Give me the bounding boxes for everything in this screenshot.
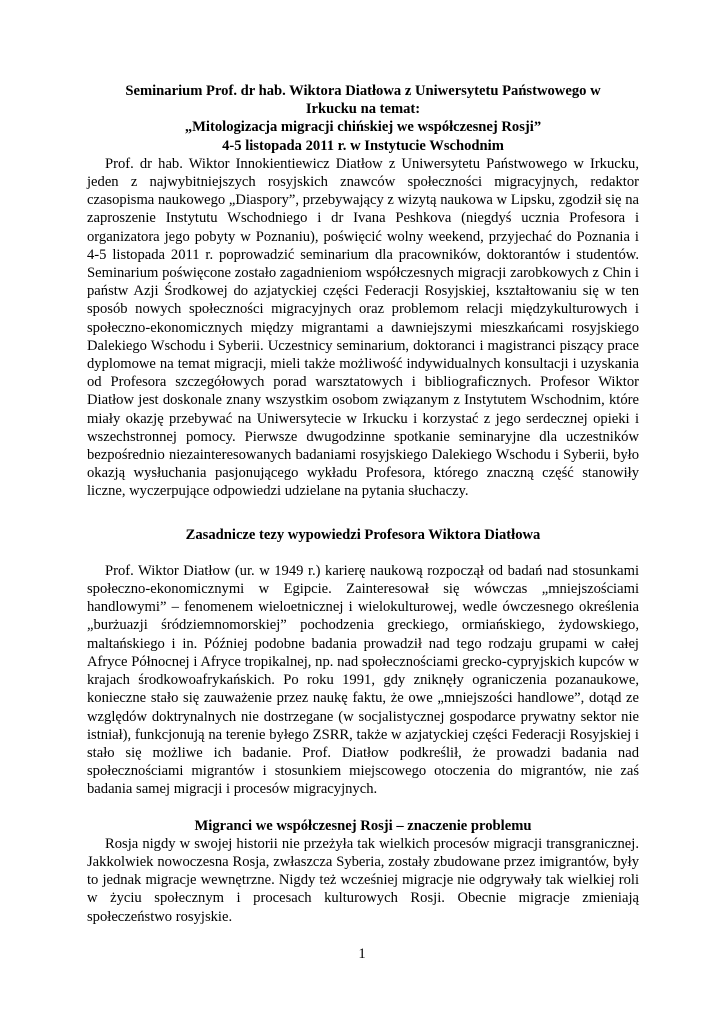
migrants-paragraph: Rosja nigdy w swojej historii nie przeżyła tak wielkich procesów migracji transgranicznej. Jakkolwiek nowoczesna Rosja, zwłaszcza Syberia, zostały zbudowane przez imigrantów, były to jednak migracje wewnętrzne. Nigdy też wcześniej migracje nie odgrywały tak wielkiej roli w życiu społecznym i procesach kulturowych Rosji. Obecnie migracje zmieniają społeczeństwo rosyjskie. [87, 835, 639, 925]
title-line-4: 4-5 listopada 2011 r. w Instytucie Wschodnim [222, 137, 504, 154]
title-line-2: Irkucku na temat: [305, 101, 421, 118]
page-number: 1 [358, 946, 366, 962]
section-heading-migrants: Migranci we współczesnej Rosji – znaczenie problemu [194, 817, 532, 834]
document-title [87, 82, 639, 155]
title-line-1: Seminarium Prof. dr hab. Wiktora Diatłowa z Uniwersytetu Państwowego w [125, 83, 601, 99]
title-line-3: „Mitologizacja migracji chińskiej we współczesnej Rosji” [184, 119, 542, 136]
theses-paragraph: Prof. Wiktor Diatłow (ur. w 1949 r.) karierę naukową rozpoczął od badań nad stosunkami społeczno-ekonomicznymi w Egipcie. Zainteresował się wówczas „mniejszościami handlowymi” – fenomenem wieloetnicznej i wielokulturowej, wedle ówczesnego określenia „burżuazji śródziemnomorskiej” pochodzenia greckiego, ormiańskiego, żydowskiego, maltańskiego i in. Później podobne badania prowadził nad tego rodzaju grupami w całej Afryce Północnej i Afryce tropikalnej, np. nad społecznościami grecko-cypryjskich kupców w krajach środkowoafrykańskich. Po roku 1991, gdy zniknęły ograniczenia pozanaukowe, konieczne stało się zauważenie przez naukę faktu, że owe „mniejszości handlowe”, dotąd ze względów doktrynalnych nie dostrzegane (w socjalistycznej gospodarce prywatny sektor nie istniał), funkcjonują na terenie byłego ZSRR, także w azjatyckiej części Federacji Rosyjskiej i stało się możliwe ich badanie. Prof. Diatłow podkreślił, że prowadzi badania nad społecznościami migrantów i stosunkiem miejscowego otoczenia do migrantów, nie zaś badania samej migracji i procesów migracyjnych. [87, 562, 639, 798]
intro-paragraph: Prof. dr hab. Wiktor Innokientiewicz Diatłow z Uniwersytetu Państwowego w Irkucku, jeden z najwybitniejszych rosyjskich znawców społeczności migracyjnych, redaktor czasopisma naukowego „Diaspory”, przebywający z wizytą naukowa w Lipsku, zgodził się na zaproszenie Instytutu Wschodniego i dr Ivana Peshkova (niegdyś ucznia Profesora i organizatora jego pobyty w Poznaniu), poświęcić wolny weekend, przyjechać do Poznania i 4-5 listopada 2011 r. poprowadzić seminarium dla pracowników, doktorantów i studentów. Seminarium poświęcone zostało zagadnieniom współczesnych migracji zarobkowych z Chin i państw Azji Środkowej do azjatyckiej części Federacji Rosyjskiej, kształtowaniu się w ten sposób nowych społeczności migracyjnych oraz problemom relacji międzykulturowych i społeczno-ekonomicznych między migrantami a dawniejszymi mieszkańcami rosyjskiego Dalekiego Wschodu i Syberii. Uczestnicy seminarium, doktoranci i magistranci piszący prace dyplomowe na temat migracji, mieli także możliwość indywidualnych konsultacji i uzyskania od Profesora szczegółowych porad warsztatowych i bibliograficznych. Profesor Wiktor Diatłow jest doskonale znany wszystkim osobom związanym z Instytutem Wschodnim, które miały okazję przebywać na Uniwersytecie w Irkucku i korzystać z jego serdecznej opieki i wszechstronnej pomocy. Pierwsze dwugodzinne spotkanie seminaryjne dla uczestników bezpośrednio niezainteresowanych badaniami rosyjskiego Dalekiego Wschodu i Syberii, było okazją wysłuchania pasjonującego wykładu Profesora, którego znaczną część stanowiły liczne, wyczerpujące odpowiedzi udzielane na pytania słuchaczy. [87, 155, 639, 500]
document-page [87, 82, 639, 926]
section-heading-theses: Zasadnicze tezy wypowiedzi Profesora Wiktora Diatłowa [185, 526, 541, 543]
